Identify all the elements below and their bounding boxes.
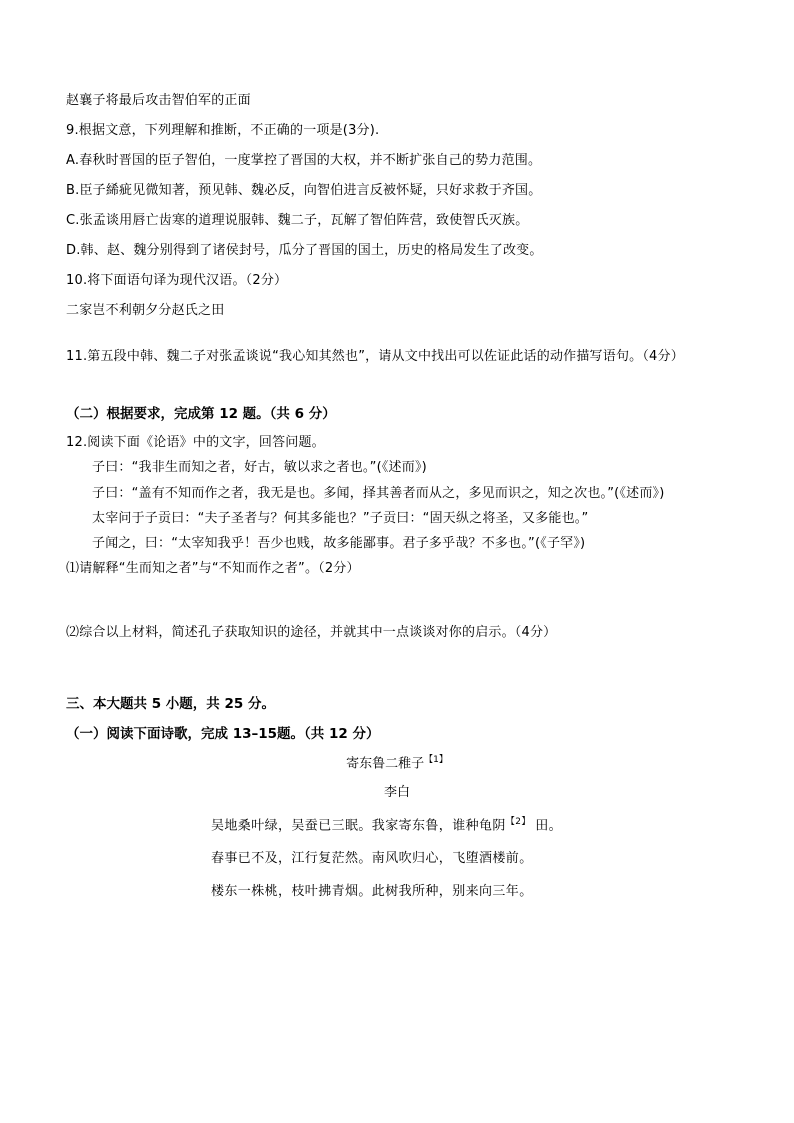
poem-line-text: 楼东一株桃，枝叶拂青烟。此树我所种，别来向三年。 [211, 884, 533, 900]
poem-line-tail: 田。 [530, 818, 563, 834]
poem-line [66, 880, 728, 899]
section-three-heading: 三、本大题共 5 小题，共 25 分。 [66, 695, 275, 712]
question-10: 10.将下面语句译为现代汉语。（2分） [66, 273, 288, 289]
option-a: A.春秋时晋国的臣子智伯，一度掌控了晋国的大权，并不断扩张自己的势力范围。 [66, 153, 542, 169]
analects-quote: 子曰：“盖有不知而作之者，我无是也。多闻，择其善者而从之，多见而识之，知之次也。”(《述而》) [92, 485, 665, 501]
analects-quote: 子闻之，曰：“太宰知我乎！吾少也贱，故多能鄙事。君子多乎哉？不多也。”(《子罕》) [92, 535, 586, 551]
poem-line-text: 春事已不及，江行复茫然。南风吹归心，飞堕酒楼前。 [211, 851, 533, 867]
poem-line [66, 814, 728, 833]
spacer [66, 376, 728, 402]
option-b: B.臣子絺疵见微知著，预见韩、魏必反，向智伯进言反被怀疑，只好求救于齐国。 [66, 183, 542, 199]
section-two-heading: （二）根据要求，完成第 12 题。（共 6 分） [66, 406, 336, 423]
option-d: D.韩、赵、魏分别得到了诸侯封号，瓜分了晋国的国土，历史的格局发生了改变。 [66, 243, 543, 259]
option-c: C.张孟谈用唇亡齿寒的道理说服韩、魏二子，瓦解了智伯阵营，致使智氏灭族。 [66, 213, 529, 229]
question-11: 11.第五段中韩、魏二子对张孟谈说“我心知其然也”，请从文中找出可以佐证此话的动作描写语句。（4分） [66, 349, 684, 365]
poem-title-text: 寄东鲁二稚子 [346, 756, 425, 772]
question-9: 9.根据文意，下列理解和推断，不正确的一项是(3分). [66, 123, 380, 139]
poem-title [66, 752, 728, 771]
spacer [66, 330, 728, 346]
question-10-sentence: 二家岂不利朝夕分赵氏之田 [66, 303, 225, 319]
question-12-sub-2: ⑵综合以上材料，简述孔子获取知识的途径，并就其中一点谈谈对你的启示。（4分） [66, 624, 557, 640]
poem-line-note: 【2】 [505, 817, 531, 828]
answer-space [66, 588, 728, 622]
poem-title-note: 【1】 [424, 754, 448, 765]
paragraph-line: 赵襄子将最后攻击智伯军的正面 [66, 93, 251, 108]
analects-quote: 太宰问于子贡曰：“夫子圣者与？何其多能也？”子贡曰：“固天纵之将圣，又多能也。” [92, 510, 589, 526]
analects-quote: 子曰：“我非生而知之者，好古，敏以求之者也。”(《述而》) [92, 460, 427, 476]
poem-line [66, 847, 728, 866]
poem-line-text: 吴地桑叶绿，吴蚕已三眠。我家寄东鲁，谁种龟阴 [211, 818, 506, 834]
spacer [66, 652, 728, 692]
poem-author: 李白 [383, 785, 410, 801]
question-12-intro: 12.阅读下面《论语》中的文字，回答问题。 [66, 435, 325, 451]
question-12-sub-1: ⑴请解释“生而知之者”与“不知而作之者”。（2分） [66, 560, 360, 576]
section-three-subheading: （一）阅读下面诗歌，完成 13–15题。（共 12 分） [66, 725, 380, 742]
